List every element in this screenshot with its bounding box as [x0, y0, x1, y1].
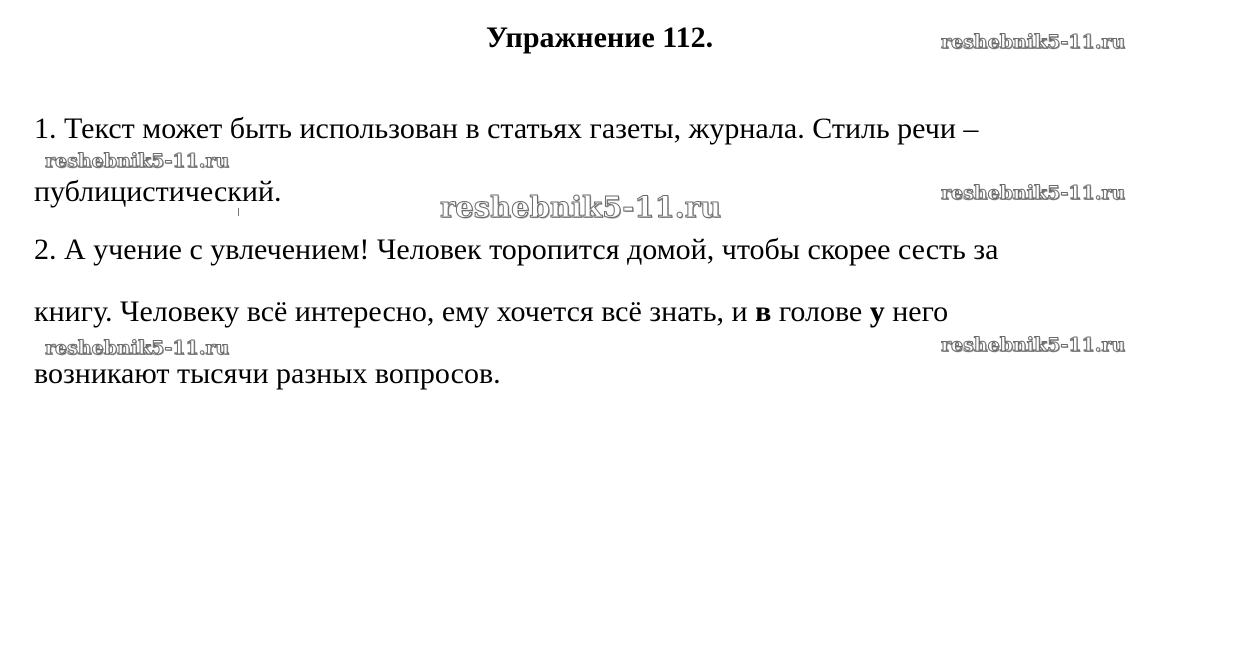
exercise-title: Упражнение 112. — [486, 21, 714, 54]
watermark-right-2: reshebnik5-11.ru — [941, 334, 1126, 356]
text-segment: него — [884, 295, 949, 328]
bold-letter: у — [869, 295, 885, 328]
watermark-left-1: reshebnik5-11.ru — [45, 150, 230, 172]
watermark-top-right: reshebnik5-11.ru — [941, 31, 1126, 53]
stray-mark — [238, 208, 239, 216]
bold-letter: в — [755, 295, 772, 328]
text-segment: книгу. Человеку всё интересно, ему хочется всё знать, и — [34, 295, 756, 328]
watermark-center: reshebnik5-11.ru — [440, 190, 722, 224]
paragraph-2-line-2 — [34, 295, 948, 329]
watermark-left-2: reshebnik5-11.ru — [45, 337, 230, 359]
paragraph-1-line-2: публицистический. — [34, 175, 282, 208]
watermark-right-1: reshebnik5-11.ru — [941, 182, 1126, 204]
paragraph-2-line-1: 2. А учение с увлечением! Человек торопится домой, чтобы скорее сесть за — [34, 233, 999, 266]
paragraph-2-line-3: возникают тысячи разных вопросов. — [34, 357, 501, 390]
text-segment: голове — [771, 295, 870, 328]
paragraph-1-line-1: 1. Текст может быть использован в статьях газеты, журнала. Стиль речи – — [34, 112, 979, 145]
